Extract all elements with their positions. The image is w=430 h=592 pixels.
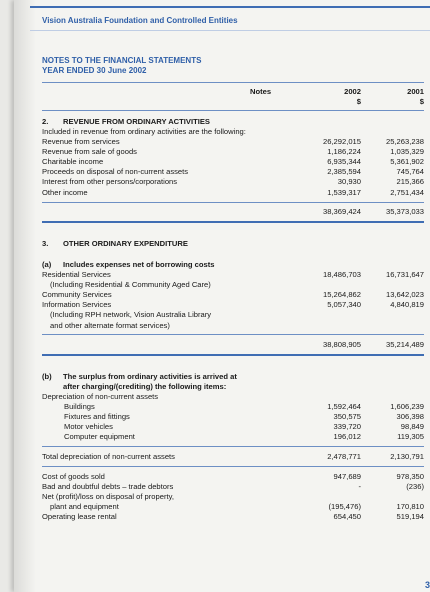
row-label: Revenue from services [42, 137, 120, 146]
page-number: 3 [424, 580, 430, 590]
value-2001: 25,263,238 [385, 137, 424, 146]
value-2002: - [358, 482, 361, 492]
table-row [14, 512, 430, 522]
column-header-top-rule [42, 82, 424, 83]
dep-total-bottom-rule [42, 466, 424, 467]
table-row [14, 300, 430, 310]
note2-total-bottom-rule [42, 221, 424, 223]
value-2001: 2,751,434 [390, 187, 424, 197]
table-row [14, 321, 430, 331]
value-2001: 215,366 [396, 177, 424, 187]
row-label: Proceeds on disposal of non-current assets [42, 167, 189, 177]
notes-column-header: Notes [250, 87, 272, 96]
table-row [14, 270, 430, 280]
unit-2002-header: $ [356, 97, 361, 106]
value-2002: 1,539,317 [327, 187, 361, 197]
notes-title: NOTES TO THE FINANCIAL STATEMENTS [42, 56, 202, 65]
row-label: Residential Services [42, 270, 111, 279]
table-row [14, 167, 430, 177]
header-underline [30, 30, 430, 31]
note3-number: 3. [42, 239, 49, 248]
row-label: Motor vehicles [64, 422, 113, 432]
row-label: Community Services [42, 290, 112, 300]
value-2002: 18,486,703 [322, 270, 361, 279]
table-row [14, 492, 430, 502]
value-2002: 2,385,594 [327, 167, 361, 177]
value-2001: 98,849 [400, 422, 424, 432]
note3a-total-bottom-rule [42, 354, 424, 356]
row-label: Buildings [64, 402, 95, 411]
value-2001: 119,305 [397, 432, 424, 442]
value-2002: (195,476) [328, 502, 361, 512]
row-label: Revenue from sale of goods [42, 147, 137, 157]
org-header: Vision Australia Foundation and Controlled Entities [42, 16, 238, 25]
note2-intro: Included in revenue from ordinary activities are the following: [42, 127, 246, 136]
value-2001: (236) [406, 482, 424, 492]
row-label: Fixtures and fittings [64, 412, 130, 422]
row-label: plant and equipment [50, 502, 119, 512]
value-2001: 5,361,902 [390, 157, 424, 167]
note3a-heading: Includes expenses net of borrowing costs [63, 260, 215, 269]
value-2001: 978,350 [396, 472, 424, 481]
dep-total-label: Total depreciation of non-current assets [42, 452, 175, 461]
year-2002-header: 2002 [344, 87, 361, 96]
note2-total-2002: 38,369,424 [322, 207, 361, 216]
row-label: Information Services [42, 300, 112, 310]
table-row [14, 290, 430, 300]
table-row [14, 472, 430, 482]
unit-2001-header: $ [419, 97, 424, 106]
table-row [14, 137, 430, 147]
value-2001: 1,606,239 [390, 402, 424, 411]
value-2002: 1,592,464 [327, 402, 361, 411]
note3a-label: (a) [42, 260, 52, 269]
value-2001: 745,764 [396, 167, 424, 177]
note2-number: 2. [42, 117, 49, 126]
dep-total-2002: 2,478,771 [327, 452, 361, 461]
row-label: and other alternate format services) [50, 320, 170, 330]
note2-total-top-rule [42, 202, 424, 203]
value-2002: 26,292,015 [322, 137, 361, 146]
table-row [14, 402, 430, 412]
value-2002: 30,930 [337, 177, 361, 187]
note3b-heading-line2: after charging/(crediting) the following items: [63, 382, 227, 391]
row-label: Other income [42, 187, 88, 197]
row-label: Operating lease rental [42, 512, 117, 522]
note3-heading: OTHER ORDINARY EXPENDITURE [63, 239, 188, 248]
value-2001: 4,840,819 [390, 300, 424, 310]
note2-total-2001: 35,373,033 [385, 207, 424, 216]
row-label: Bad and doubtful debts – trade debtors [42, 482, 174, 492]
table-row [14, 157, 430, 167]
note3b-label: (b) [42, 372, 52, 381]
row-label: (Including Residential & Community Aged Care) [50, 280, 211, 290]
value-2001: 170,810 [396, 502, 424, 512]
value-2002: 1,186,224 [327, 147, 361, 157]
header-rule [30, 6, 430, 8]
note3b-heading-line1: The surplus from ordinary activities is arrived at [63, 372, 237, 381]
row-label: Computer equipment [64, 432, 135, 442]
table-row [14, 177, 430, 187]
table-row [14, 502, 430, 512]
row-label: Cost of goods sold [42, 472, 105, 481]
row-label: Interest from other persons/corporations [42, 177, 178, 187]
value-2002: 5,057,340 [327, 300, 361, 310]
table-row [14, 422, 430, 432]
row-label: Charitable income [42, 157, 104, 167]
value-2002: 654,450 [333, 512, 361, 522]
document-page [14, 0, 430, 592]
value-2001: 519,194 [396, 512, 424, 522]
dep-total-2001: 2,130,791 [390, 452, 424, 461]
notes-subtitle: YEAR ENDED 30 June 2002 [42, 66, 147, 75]
value-2001: 13,642,023 [385, 290, 424, 300]
value-2001: 16,731,647 [385, 270, 424, 279]
value-2001: 1,035,329 [390, 147, 424, 157]
note3a-total-2002: 38,808,905 [322, 340, 361, 349]
column-header-bottom-rule [42, 110, 424, 111]
depreciation-label: Depreciation of non-current assets [42, 392, 159, 401]
row-label: Net (profit)/loss on disposal of property, [42, 492, 174, 502]
table-row [14, 310, 430, 320]
value-2002: 6,935,344 [327, 157, 361, 167]
row-label: (Including RPH network, Vision Australia Library [50, 310, 212, 320]
value-2001: 306,398 [396, 412, 424, 422]
table-row [14, 482, 430, 492]
value-2002: 350,575 [333, 412, 361, 422]
note3a-total-top-rule [42, 334, 424, 335]
table-row [14, 412, 430, 422]
value-2002: 15,264,862 [322, 290, 361, 300]
table-row [14, 432, 430, 442]
table-row [14, 280, 430, 290]
value-2002: 947,689 [333, 472, 361, 481]
value-2002: 196,012 [333, 432, 361, 442]
dep-total-top-rule [42, 446, 424, 447]
note3a-total-2001: 35,214,489 [385, 340, 424, 349]
year-2001-header: 2001 [407, 87, 424, 96]
table-row [14, 188, 430, 198]
value-2002: 339,720 [333, 422, 361, 432]
table-row [14, 147, 430, 157]
note2-heading: REVENUE FROM ORDINARY ACTIVITIES [63, 117, 210, 126]
